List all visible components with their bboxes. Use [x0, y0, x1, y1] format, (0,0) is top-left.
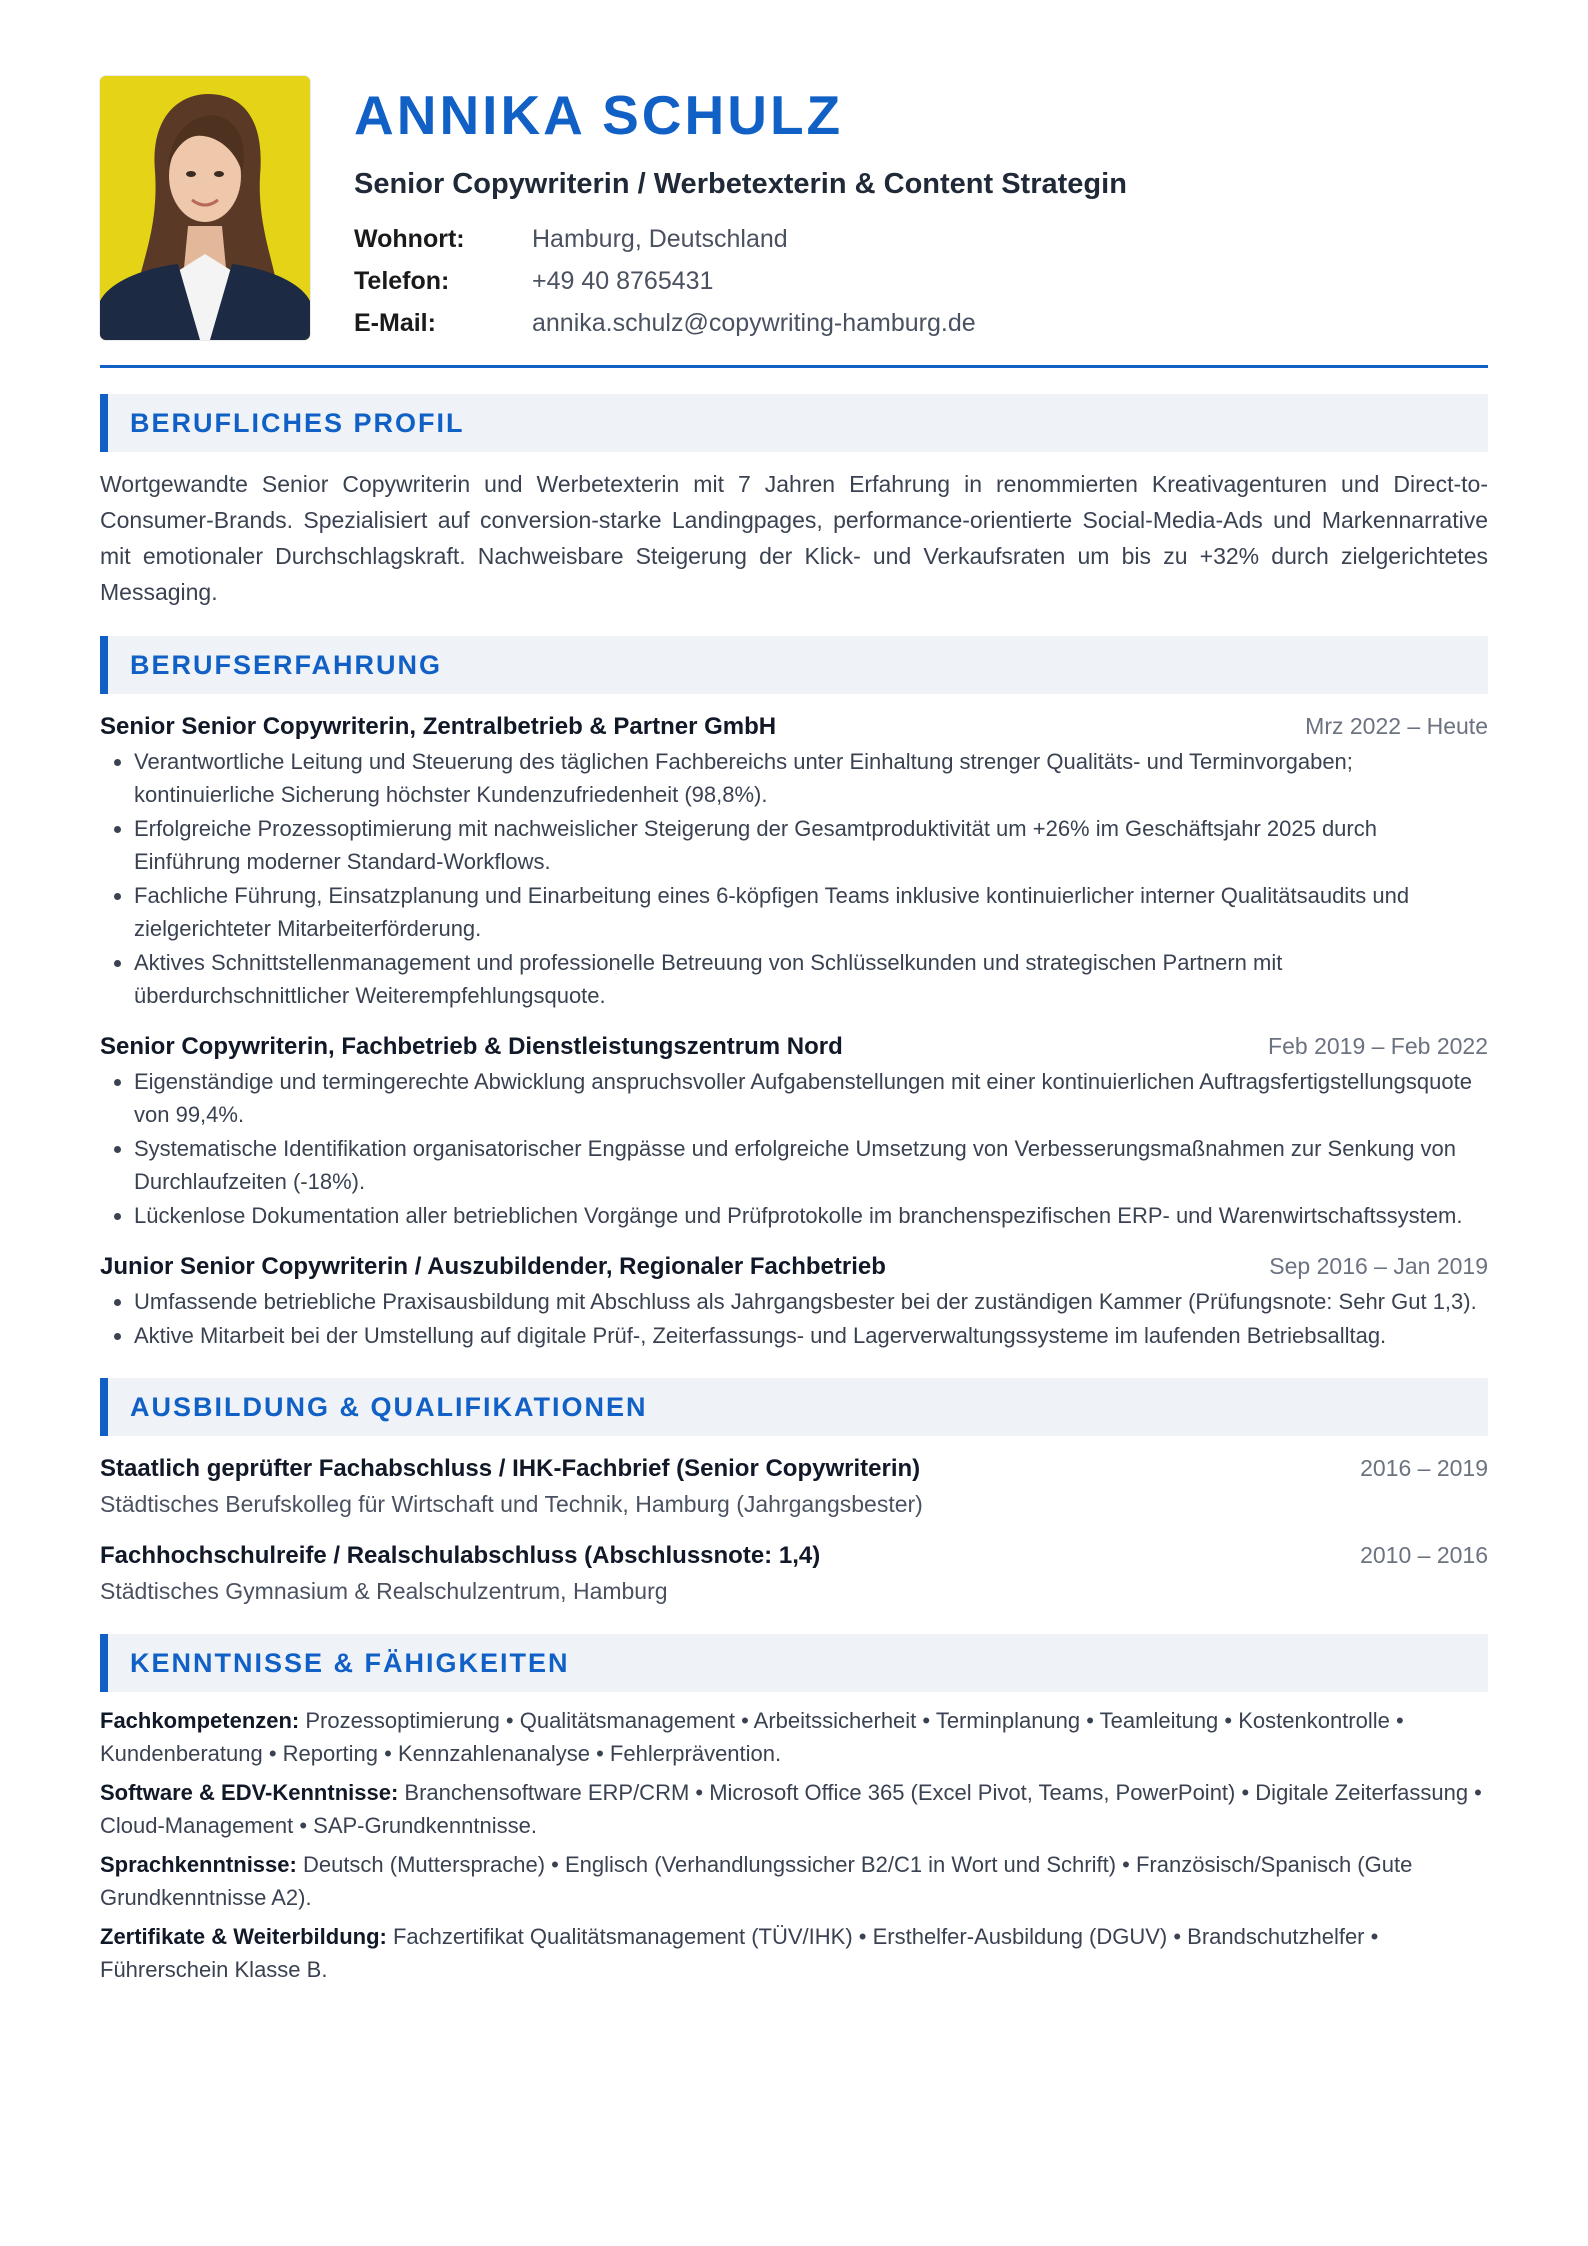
- skill-row: [100, 1704, 1488, 1770]
- contact-label: Telefon:: [354, 267, 450, 295]
- experience-list: [100, 708, 1488, 1352]
- section-header-education: [100, 1378, 1488, 1436]
- profile-photo: [100, 76, 310, 340]
- job-entry: [100, 1028, 1488, 1232]
- job-bullet: • Aktives Schnittstellenmanagement und professionelle Betreuung von Schlüsselkunden und strategischen Partnern mit überdurchschnittlicher Weiterempfehlungsquote.: [134, 946, 1488, 1012]
- education-school: Städtisches Gymnasium & Realschulzentrum, Hamburg: [100, 1578, 668, 1604]
- contact-row-location: [354, 218, 1488, 260]
- job-bullet: • Erfolgreiche Prozessoptimierung mit nachweislicher Steigerung der Gesamtproduktivität um +26% im Geschäftsjahr 2025 durch Einführung moderner Standard-Workflows.: [134, 812, 1488, 878]
- education-degree: Staatlich geprüfter Fachabschluss / IHK-Fachbrief (Senior Copywriterin): [100, 1455, 921, 1482]
- job-date: Mrz 2022 – Heute: [1305, 713, 1488, 739]
- section-header-experience: [100, 636, 1488, 694]
- skill-text: Branchensoftware ERP/CRM • Microsoft Office 365 (Excel Pivot, Teams, PowerPoint) • Digitale Zeiterfassung • Cloud-Management • SAP-Grundkenntnisse.: [100, 1780, 1482, 1838]
- job-entry: [100, 1248, 1488, 1352]
- skill-label: Zertifikate & Weiterbildung:: [100, 1924, 387, 1949]
- section-header-skills: [100, 1634, 1488, 1692]
- skill-label: Sprachkenntnisse:: [100, 1852, 297, 1877]
- contact-row-phone: [354, 260, 1488, 302]
- job-header: [100, 1248, 1488, 1285]
- education-entry: [100, 1537, 1488, 1608]
- job-bullet: • Systematische Identifikation organisatorischer Engpässe und erfolgreiche Umsetzung von Verbesserungsmaßnahmen zur Senkung von Durchlaufzeiten (-18%).: [134, 1132, 1488, 1198]
- section-title: BERUFSERFAHRUNG: [130, 649, 443, 680]
- education-date: 2016 – 2019: [1360, 1455, 1488, 1481]
- education-date: 2010 – 2016: [1360, 1542, 1488, 1568]
- education-header: [100, 1537, 1488, 1574]
- education-entry: [100, 1450, 1488, 1521]
- contact-list: [354, 218, 1488, 344]
- contact-label: Wohnort:: [354, 225, 465, 253]
- education-degree: Fachhochschulreife / Realschulabschluss (Abschlussnote: 1,4): [100, 1542, 821, 1569]
- contact-row-email: [354, 302, 1488, 344]
- job-bullets: [100, 745, 1488, 1012]
- skill-text: Prozessoptimierung • Qualitätsmanagement • Arbeitssicherheit • Terminplanung • Teamleitung • Kostenkontrolle • Kundenberatung • Reporting • Kennzahlenanalyse • Fehlerprävention.: [100, 1708, 1404, 1766]
- job-bullet: • Fachliche Führung, Einsatzplanung und Einarbeitung eines 6-köpfigen Teams inklusive kontinuierlicher interner Qualitätsaudits und zielgerichteter Mitarbeiterförderung.: [134, 879, 1488, 945]
- skill-label: Software & EDV-Kenntnisse:: [100, 1780, 399, 1805]
- job-bullet: • Umfassende betriebliche Praxisausbildung mit Abschluss als Jahrgangsbester bei der zuständigen Kammer (Prüfungsnote: Sehr Gut 1,3).: [134, 1285, 1488, 1318]
- candidate-name: ANNIKA SCHULZ: [354, 84, 844, 146]
- skill-row: [100, 1848, 1488, 1914]
- section-title: BERUFLICHES PROFIL: [130, 407, 465, 438]
- job-entry: [100, 708, 1488, 1012]
- portrait-illustration: [100, 76, 310, 340]
- education-list: [100, 1450, 1488, 1608]
- section-header-profile: [100, 394, 1488, 452]
- skill-label: Fachkompetenzen:: [100, 1708, 300, 1733]
- job-role: Junior Senior Copywriterin / Auszubildender, Regionaler Fachbetrieb: [100, 1253, 886, 1280]
- skill-text: Fachzertifikat Qualitätsmanagement (TÜV/IHK) • Ersthelfer-Ausbildung (DGUV) • Brandschutzhelfer • Führerschein Klasse B.: [100, 1924, 1379, 1982]
- job-date: Feb 2019 – Feb 2022: [1268, 1033, 1488, 1059]
- job-bullets: [100, 1065, 1488, 1232]
- profile-summary: Wortgewandte Senior Copywriterin und Werbetexterin mit 7 Jahren Erfahrung in renommierten Kreativagenturen und Direct-to-Consumer-Brands. Spezialisiert auf conversion-starke Landingpages, performance-orientierte Social-Media-Ads und Markennarrative mit emotionaler Durchschlagskraft. Nachweisbare Steigerung der Klick- und Verkaufsraten um bis zu +32% durch zielgerichtetes Messaging.: [100, 471, 1488, 605]
- job-bullet: • Aktive Mitarbeit bei der Umstellung auf digitale Prüf-, Zeiterfassungs- und Lagerverwaltungssysteme im laufenden Betriebsalltag.: [134, 1319, 1488, 1352]
- resume-header: [100, 0, 1488, 368]
- job-role: Senior Senior Copywriterin, Zentralbetrieb & Partner GmbH: [100, 713, 777, 740]
- contact-value-location: Hamburg, Deutschland: [532, 225, 788, 253]
- header-text: [354, 80, 1488, 344]
- job-bullet: • Eigenständige und termingerechte Abwicklung anspruchsvoller Aufgabenstellungen mit einer kontinuierlichen Auftragsfertigstellungsquote von 99,4%.: [134, 1065, 1488, 1131]
- job-header: [100, 1028, 1488, 1065]
- section-title: AUSBILDUNG & QUALIFIKATIONEN: [130, 1391, 648, 1422]
- skill-row: [100, 1920, 1488, 1986]
- education-school: Städtisches Berufskolleg für Wirtschaft und Technik, Hamburg (Jahrgangsbester): [100, 1491, 923, 1517]
- candidate-title: Senior Copywriterin / Werbetexterin & Content Strategin: [354, 168, 1127, 200]
- contact-value-phone: +49 40 8765431: [532, 267, 714, 295]
- job-header: [100, 708, 1488, 745]
- job-date: Sep 2016 – Jan 2019: [1269, 1253, 1488, 1279]
- skill-row: [100, 1776, 1488, 1842]
- job-bullet: • Verantwortliche Leitung und Steuerung des täglichen Fachbereichs unter Einhaltung strenger Qualitäts- und Terminvorgaben; kontinuierliche Sicherung höchster Kundenzufriedenheit (98,8%).: [134, 745, 1488, 811]
- contact-label: E-Mail:: [354, 309, 436, 337]
- job-role: Senior Copywriterin, Fachbetrieb & Dienstleistungszentrum Nord: [100, 1033, 843, 1060]
- job-bullets: [100, 1285, 1488, 1352]
- job-bullet: • Lückenlose Dokumentation aller betrieblichen Vorgänge und Prüfprotokolle im branchenspezifischen ERP- und Warenwirtschaftssystem.: [134, 1199, 1488, 1232]
- section-title: KENNTNISSE & FÄHIGKEITEN: [130, 1647, 570, 1678]
- education-header: [100, 1450, 1488, 1487]
- contact-value-email: annika.schulz@copywriting-hamburg.de: [532, 309, 976, 337]
- skills-list: [100, 1704, 1488, 1986]
- skill-text: Deutsch (Muttersprache) • Englisch (Verhandlungssicher B2/C1 in Wort und Schrift) • Französisch/Spanisch (Gute Grundkenntnisse A2).: [100, 1852, 1413, 1910]
